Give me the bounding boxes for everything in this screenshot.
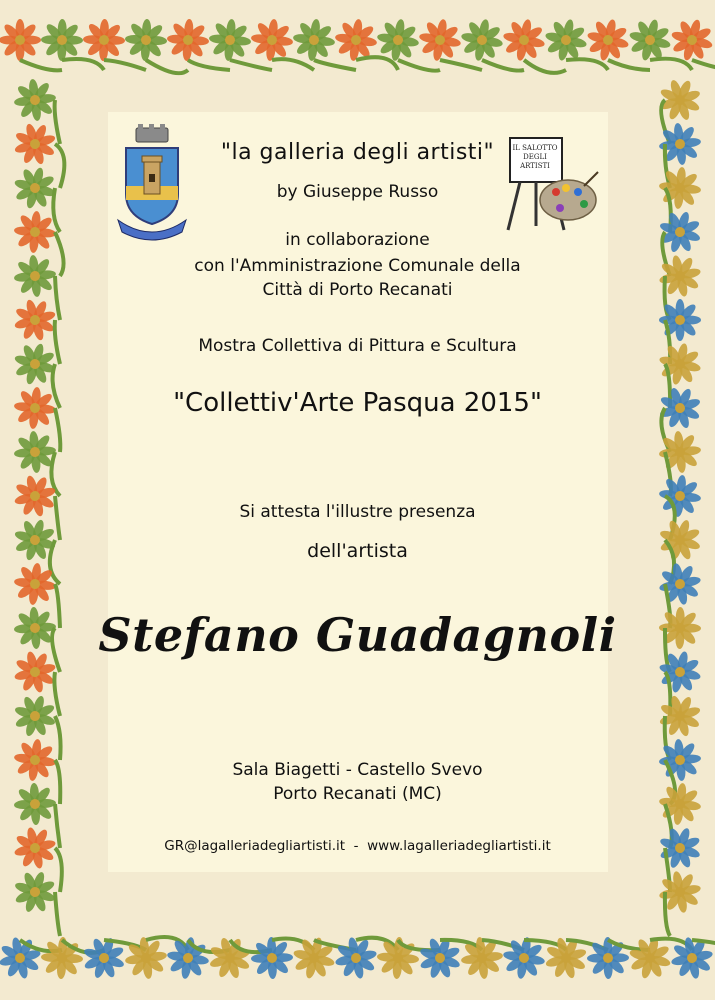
contact-line: GR@lagalleriadegliartisti.it - www.lagalleriadegliartisti.it <box>164 838 551 854</box>
attestation-line: Si attesta l'illustre presenza <box>239 502 476 522</box>
artist-prefix: dell'artista <box>307 540 408 562</box>
collaboration-line-3: Città di Porto Recanati <box>262 280 453 300</box>
venue-line-2: Porto Recanati (MC) <box>273 784 442 804</box>
floral-ornament <box>0 19 41 61</box>
gallery-title: "la galleria degli artisti" <box>220 140 495 165</box>
byline: by Giuseppe Russo <box>276 182 439 202</box>
venue-line-1: Sala Biagetti - Castello Svevo <box>232 760 483 780</box>
artist-name: Stefano Guadagnoli <box>98 608 617 662</box>
salotto-logo-text: IL SALOTTO DEGLI ARTISTI <box>512 144 558 170</box>
exhibition-title: "Collettiv'Arte Pasqua 2015" <box>173 388 542 418</box>
exhibition-type: Mostra Collettiva di Pittura e Scultura <box>198 336 517 356</box>
collaboration-line-1: in collaborazione <box>285 230 430 250</box>
collaboration-line-2: con l'Amministrazione Comunale della <box>194 256 521 276</box>
